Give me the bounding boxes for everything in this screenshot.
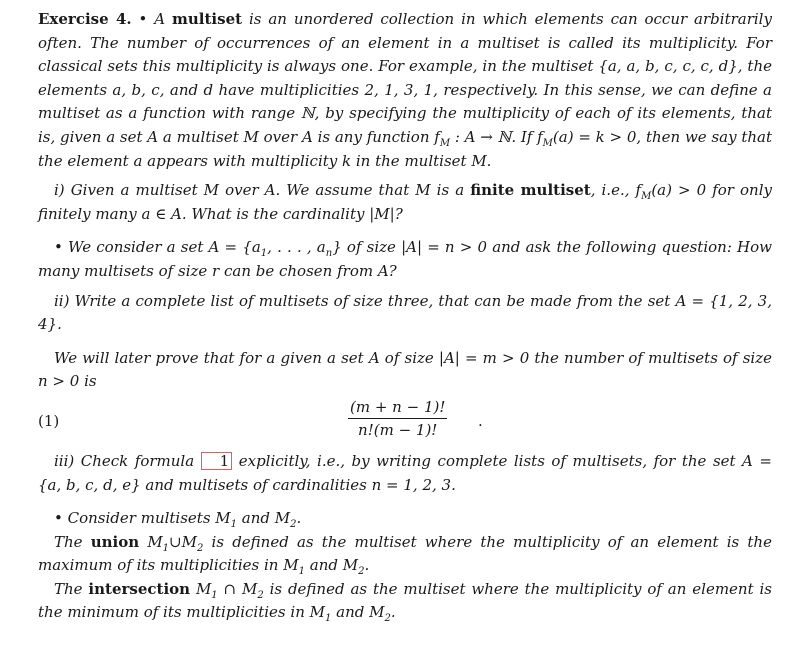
body-text: M — [195, 579, 212, 598]
equation-number: (1) — [38, 411, 60, 430]
term-union: union — [90, 532, 140, 551]
intro-text: (a) = k > 0, then we say that the element a appears with multiplicity k in the multiset M. — [38, 127, 773, 170]
body-text: Consider multisets M — [67, 509, 231, 528]
body-text: and M — [304, 556, 359, 575]
term-multiset: multiset — [172, 10, 243, 28]
equation-reference-link[interactable]: 1 — [201, 452, 233, 470]
subscript: n — [325, 248, 333, 260]
question-3 — [38, 450, 772, 497]
subscript: 1 — [211, 589, 218, 601]
bullet: • — [138, 10, 148, 28]
equation-period: . — [478, 411, 483, 430]
term-intersection: intersection — [88, 579, 191, 598]
fraction-numerator: (m + n − 1)! — [348, 396, 447, 419]
subscript: 2 — [358, 566, 365, 578]
body-text: The — [54, 532, 83, 551]
intro-text: is an unordered collection in which elements can occur arbitrarily often. The number of occurrences of an element in a multiset is called its multiplicity. For classical sets this multiplicity is always one. For example, in the multiset {a, a, b, c, c, c, d}, the elements a, b, c, and d have multiplicities 2, 1, 3, 1, respectively. In this sense, we can define a multiset as a function with range ℕ, by specifying the multiplicity of each of its elements, that is, given a set A a multiset M over A is any function f — [38, 10, 772, 146]
subscript: 2 — [290, 519, 297, 531]
body-text: . — [390, 603, 396, 622]
body-text: } of size |A| = n > 0 and ask the following question: How many multisets of size r can be chosen from A? — [38, 238, 772, 280]
intersection-definition — [38, 578, 772, 625]
formula-1 — [38, 396, 772, 444]
subscript: 1 — [162, 542, 170, 554]
bullet: • — [54, 509, 63, 528]
subscript: 2 — [196, 542, 204, 554]
body-text: We will later prove that for a given a set A of size |A| = m > 0 the number of multisets of size n > 0 is — [38, 348, 772, 391]
question-text: , i.e., f — [590, 181, 642, 200]
body-text: M — [147, 532, 163, 551]
subscript: 1 — [230, 519, 238, 531]
bullet: • — [54, 238, 63, 257]
question-text: ii) Write a complete list of multisets of size three, that can be made from the set A = {1, 2, 3, 4}. — [38, 291, 772, 334]
body-text: ∩ M — [217, 579, 258, 598]
body-text: . — [364, 556, 370, 575]
intro-text: A — [154, 10, 166, 28]
intro-paragraph — [38, 8, 772, 173]
body-text: We consider a set A = {a — [68, 238, 261, 257]
subscript: 2 — [384, 613, 391, 625]
body-text: , . . . , a — [267, 238, 326, 257]
exercise-title: Exercise 4. — [38, 10, 132, 28]
union-definition — [38, 531, 772, 578]
body-text: The — [54, 579, 83, 598]
subscript: 1 — [325, 613, 332, 625]
question-2 — [38, 290, 772, 337]
subscript: 2 — [257, 589, 264, 601]
subscript: M — [439, 137, 451, 149]
paragraph-4 — [38, 507, 772, 531]
subscript: 1 — [260, 248, 268, 260]
question-text: iii) Check formula — [54, 451, 195, 470]
fraction — [348, 396, 447, 441]
term-finite-multiset: finite multiset — [470, 181, 591, 200]
fraction-denominator: n!(m − 1)! — [358, 420, 438, 439]
subscript: M — [542, 137, 553, 149]
body-text: . — [296, 509, 302, 528]
body-text: is defined as the multiset where the multiplicity of an element is the minimum of its multiplicities in M — [38, 579, 772, 622]
paragraph-2 — [38, 236, 772, 283]
body-text: and M — [331, 603, 385, 622]
intro-text: : A → ℕ. If f — [450, 127, 543, 146]
body-text: and M — [237, 509, 291, 528]
question-text: explicitly, i.e., by writing complete lists of multisets, for the set A = {a, b, c, d, e} and multisets of cardinalities n = 1, 2, 3. — [38, 451, 772, 494]
body-text: ∪M — [169, 532, 197, 551]
question-1 — [38, 179, 772, 226]
subscript: 1 — [298, 566, 305, 578]
question-text: (a) > 0 for only finitely many a ∈ A. What is the cardinality |M|? — [38, 181, 772, 223]
subscript: M — [641, 191, 652, 203]
body-text: is defined as the multiset where the multiplicity of an element is the maximum of its multiplicities in M — [38, 532, 772, 575]
paragraph-3 — [38, 347, 772, 394]
question-text: i) Given a multiset M over A. We assume that M is a — [54, 181, 465, 200]
